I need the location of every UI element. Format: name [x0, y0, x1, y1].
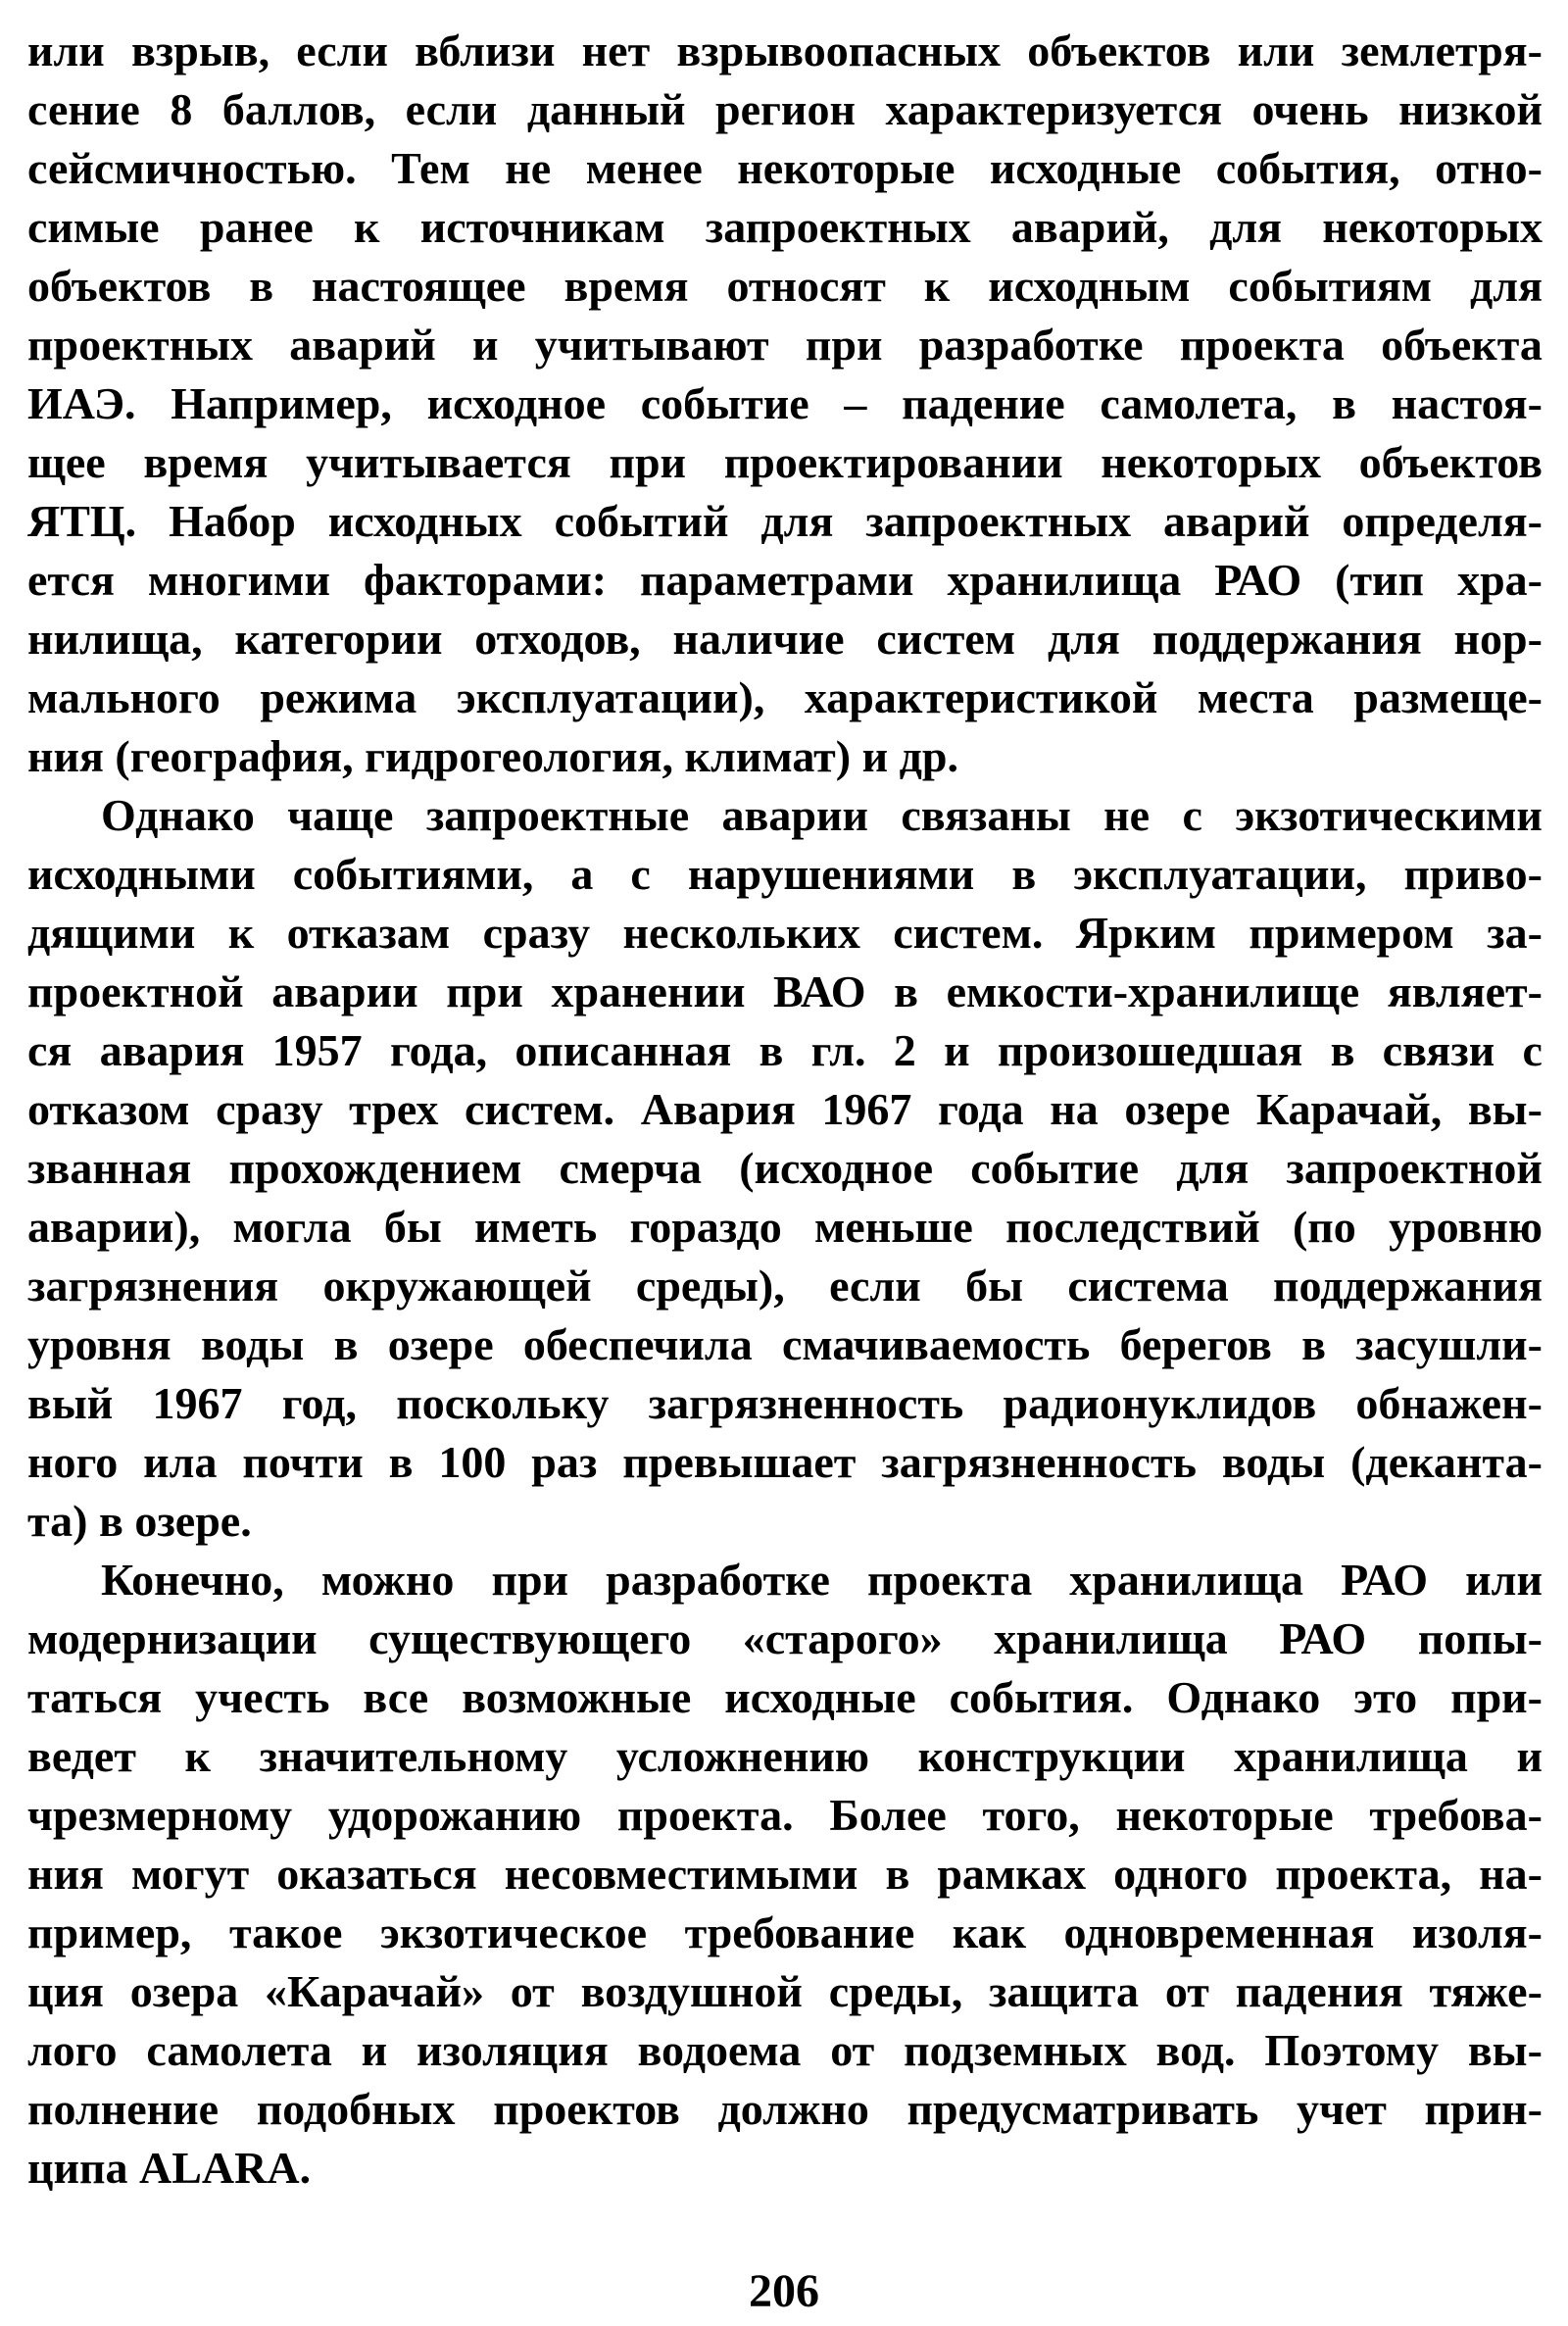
text-line: ного ила почти в 100 раз превышает загрязненность воды (деканта- — [27, 1437, 1543, 1487]
text-line: таться учесть все возможные исходные события. Однако это при- — [27, 1672, 1543, 1722]
text-line: уровня воды в озере обеспечила смачиваемость берегов в засушли- — [27, 1319, 1543, 1369]
text-line: нилища, категории отходов, наличие систем для поддержания нор- — [27, 614, 1543, 664]
text-line: полнение подобных проектов должно предусматривать учет прин- — [27, 2084, 1543, 2134]
text-line: сение 8 баллов, если данный регион характеризуется очень низкой — [27, 84, 1543, 134]
text-line: ЯТЦ. Набор исходных событий для запроектных аварий определя- — [27, 496, 1543, 546]
text-line: модернизации существующего «старого» хранилища РАО попы- — [27, 1613, 1543, 1663]
text-line: отказом сразу трех систем. Авария 1967 года на озере Карачай, вы- — [27, 1084, 1543, 1134]
text-line: сейсмичностью. Тем не менее некоторые исходные события, отно- — [27, 143, 1543, 193]
text-line: исходными событиями, а с нарушениями в эксплуатации, приво- — [27, 849, 1543, 899]
text-line: объектов в настоящее время относят к исходным событиям для — [27, 261, 1543, 311]
text-line: ся авария 1957 года, описанная в гл. 2 и произошедшая в связи с — [27, 1025, 1543, 1075]
text-line: мального режима эксплуатации), характеристикой места размеще- — [27, 672, 1543, 722]
text-line: Конечно, можно при разработке проекта хранилища РАО или — [101, 1555, 1543, 1605]
page-text — [27, 22, 1543, 2198]
text-line: Однако чаще запроектные аварии связаны не с экзотическими — [101, 790, 1543, 840]
text-line: дящими к отказам сразу нескольких систем. Ярким примером за- — [27, 908, 1543, 958]
page-number: 206 — [749, 2265, 819, 2317]
text-line: ется многими факторами: параметрами хранилища РАО (тип хра- — [27, 555, 1543, 605]
text-line: чрезмерному удорожанию проекта. Более того, некоторые требова- — [27, 1790, 1543, 1840]
text-line: или взрыв, если вблизи нет взрывоопасных объектов или землетря- — [27, 25, 1543, 75]
text-line: званная прохождением смерча (исходное событие для запроектной — [27, 1143, 1543, 1193]
text-line: ния могут оказаться несовместимыми в рамках одного проекта, на- — [27, 1849, 1543, 1899]
text-line: проектной аварии при хранении ВАО в емкости-хранилище являет- — [27, 966, 1543, 1016]
text-line: вый 1967 год, поскольку загрязненность радионуклидов обнажен- — [27, 1378, 1543, 1428]
text-line: лого самолета и изоляция водоема от подземных вод. Поэтому вы- — [27, 2025, 1543, 2075]
text-line: ИАЭ. Например, исходное событие – падение самолета, в настоя- — [27, 378, 1543, 428]
text-line: проектных аварий и учитывают при разработке проекта объекта — [27, 320, 1543, 370]
text-line: аварии), могла бы иметь гораздо меньше последствий (по уровню — [27, 1202, 1543, 1252]
text-line: пример, такое экзотическое требование как одновременная изоля- — [27, 1907, 1543, 1957]
text-line: ния (география, гидрогеология, климат) и др. — [27, 731, 958, 781]
text-line: щее время учитывается при проектировании некоторых объектов — [27, 437, 1543, 487]
text-line: симые ранее к источникам запроектных аварий, для некоторых — [27, 202, 1543, 252]
text-line: ведет к значительному усложнению конструкции хранилища и — [27, 1731, 1543, 1781]
text-line: ция озера «Карачай» от воздушной среды, защита от падения тяже- — [27, 1966, 1543, 2016]
text-line: ципа ALARA. — [27, 2143, 312, 2193]
text-line: та) в озере. — [27, 1496, 252, 1546]
text-line: загрязнения окружающей среды), если бы система поддержания — [27, 1261, 1543, 1311]
